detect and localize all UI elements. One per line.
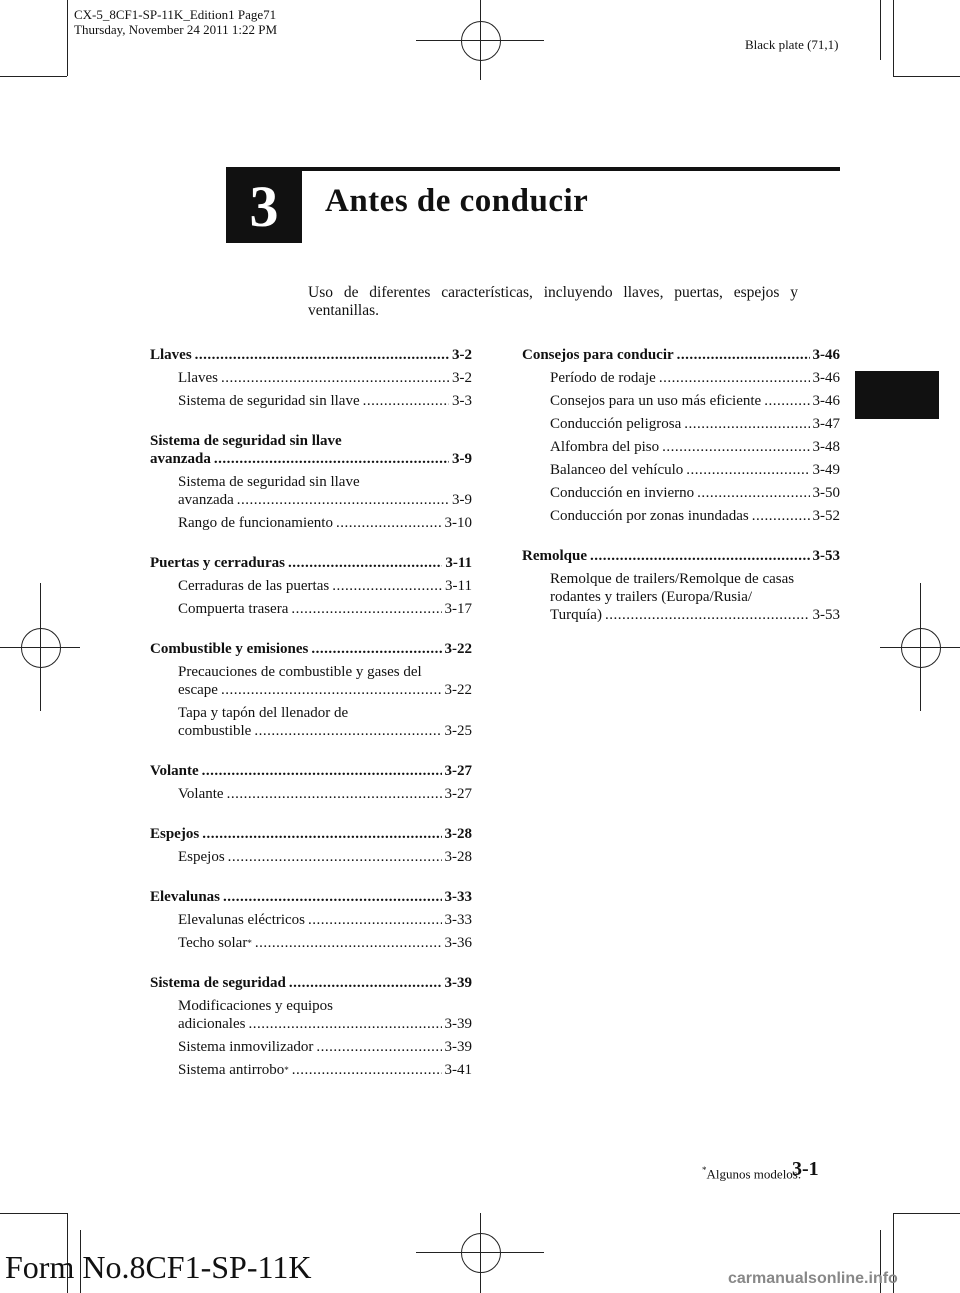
toc-entry[interactable]	[150, 577, 472, 595]
chapter-rule	[226, 167, 840, 171]
page-ref: 3-46	[812, 393, 840, 409]
entry-title: Balanceo del vehículo	[550, 462, 684, 478]
page-ref: 3-46	[812, 370, 840, 386]
toc-section	[150, 762, 472, 803]
toc-entry[interactable]	[150, 514, 472, 532]
page-ref: 3-2	[452, 370, 472, 386]
entry-title: Conducción en invierno	[550, 485, 695, 501]
section-title: Combustible y emisiones	[150, 641, 309, 657]
dot-leader	[332, 577, 442, 595]
page-ref: 3-28	[444, 849, 472, 865]
toc-section-heading[interactable]	[150, 974, 472, 992]
dot-leader	[697, 484, 809, 502]
toc-entry[interactable]	[522, 461, 840, 479]
toc-entry[interactable]	[150, 491, 472, 509]
dot-leader	[228, 848, 442, 866]
section-title: Remolque	[522, 548, 587, 564]
dot-leader	[288, 554, 442, 572]
plate-label: Black plate (71,1)	[745, 37, 839, 52]
toc-entry[interactable]	[522, 507, 840, 525]
page-ref: 3-27	[444, 786, 472, 802]
entry-title: avanzada	[178, 492, 234, 508]
dot-leader	[684, 415, 809, 433]
page-ref: 3-11	[445, 555, 472, 571]
chapter-title: Antes de conducir	[325, 183, 589, 219]
page-ref: 3-2	[452, 347, 472, 363]
entry-title: Sistema antirrobo	[178, 1062, 285, 1078]
entry-title: Sistema de seguridad sin llave	[178, 393, 360, 409]
toc-item-line: Modificaciones y equipos	[178, 998, 333, 1014]
page-ref: 3-53	[812, 548, 840, 564]
toc-entry[interactable]	[522, 369, 840, 387]
dot-leader	[662, 438, 809, 456]
dot-leader	[255, 934, 442, 952]
entry-title: Techo solar	[178, 935, 248, 951]
entry-title: Alfombra del piso	[550, 439, 660, 455]
page-ref: 3-50	[812, 485, 840, 501]
entry-title: Elevalunas eléctricos	[178, 912, 306, 928]
entry-title: Espejos	[178, 849, 225, 865]
dot-leader	[363, 392, 449, 410]
toc-section-heading[interactable]	[150, 825, 472, 843]
toc-section	[522, 346, 840, 525]
toc-right-column	[522, 346, 840, 646]
entry-title: Rango de funcionamiento	[178, 515, 333, 531]
toc-entry[interactable]	[150, 681, 472, 699]
dot-leader	[214, 450, 449, 468]
dot-leader	[752, 507, 810, 525]
page-ref: 3-17	[444, 601, 472, 617]
date-line: Thursday, November 24 2011 1:22 PM	[74, 22, 278, 37]
page-ref: 3-52	[812, 508, 840, 524]
entry-title: Sistema inmovilizador	[178, 1039, 314, 1055]
page-ref: 3-22	[444, 682, 472, 698]
section-title: Consejos para conducir	[522, 347, 674, 363]
page-ref: 3-47	[812, 416, 840, 432]
page-ref: 3-39	[444, 975, 472, 991]
dot-leader	[316, 1038, 441, 1056]
page-ref: 3-33	[444, 889, 472, 905]
dot-leader	[289, 974, 442, 992]
page-ref: 3-39	[444, 1016, 472, 1032]
toc-entry[interactable]	[150, 369, 472, 387]
dot-leader	[291, 600, 441, 618]
page-ref: 3-25	[444, 723, 472, 739]
toc-entry[interactable]	[150, 600, 472, 618]
watermark: carmanualsonline.info	[728, 1270, 898, 1287]
toc-entry[interactable]	[522, 484, 840, 502]
dot-leader	[677, 346, 810, 364]
toc-heading-line: Sistema de seguridad sin llave	[150, 433, 342, 449]
dot-leader	[195, 346, 449, 364]
entry-title: Conducción peligrosa	[550, 416, 682, 432]
page-ref: 3-22	[444, 641, 472, 657]
dot-leader	[336, 514, 442, 532]
section-title: Elevalunas	[150, 889, 221, 905]
file-line: CX-5_8CF1-SP-11K_Edition1 Page71	[74, 7, 277, 22]
toc-entry[interactable]	[522, 392, 840, 410]
toc-section	[522, 547, 840, 624]
section-title: Sistema de seguridad	[150, 975, 286, 991]
toc-entry[interactable]	[150, 722, 472, 740]
page-ref: 3-27	[444, 763, 472, 779]
page-ref: 3-3	[452, 393, 472, 409]
entry-title: Consejos para un uso más eficiente	[550, 393, 762, 409]
toc-entry[interactable]	[522, 415, 840, 433]
toc-section-heading[interactable]	[522, 547, 840, 565]
entry-title: Volante	[178, 786, 224, 802]
toc-item-line: Tapa y tapón del llenador de	[178, 705, 349, 721]
page-ref: 3-46	[812, 347, 840, 363]
dot-leader	[292, 1061, 442, 1079]
toc-entry[interactable]	[522, 438, 840, 456]
dot-leader	[221, 681, 442, 699]
section-title: Puertas y cerraduras	[150, 555, 285, 571]
toc-entry[interactable]	[150, 785, 472, 803]
dot-leader	[590, 547, 810, 565]
entry-title: Turquía)	[550, 607, 602, 623]
entry-title: Llaves	[178, 370, 218, 386]
toc-section	[150, 888, 472, 952]
toc-section-heading[interactable]	[150, 554, 472, 572]
toc-section	[150, 640, 472, 740]
asterisk-icon: *	[284, 1065, 289, 1075]
toc-section	[150, 432, 472, 532]
section-title: avanzada	[150, 451, 211, 467]
dot-leader	[237, 491, 449, 509]
toc-item-line: Precauciones de combustible y gases del	[178, 664, 422, 680]
toc-section-heading[interactable]	[150, 888, 472, 906]
chapter-number: 3	[226, 167, 302, 243]
page-ref: 3-49	[812, 462, 840, 478]
entry-title: escape	[178, 682, 218, 698]
entry-title: Conducción por zonas inundadas	[550, 508, 749, 524]
toc-section-heading[interactable]	[150, 450, 472, 468]
dot-leader	[311, 640, 441, 658]
print-slug	[74, 7, 277, 37]
page-ref: 3-28	[444, 826, 472, 842]
toc-section-heading[interactable]	[522, 346, 840, 364]
dot-leader	[659, 369, 810, 387]
toc-item-line: Sistema de seguridad sin llave	[178, 474, 360, 490]
toc-item-line: Remolque de trailers/Remolque de casas	[550, 571, 795, 587]
entry-title: Cerraduras de las puertas	[178, 578, 330, 594]
page-ref: 3-36	[444, 935, 472, 951]
dot-leader	[248, 1015, 441, 1033]
footnote	[702, 1165, 801, 1182]
entry-title: combustible	[178, 723, 252, 739]
entry-title: Período de rodaje	[550, 370, 656, 386]
page-ref: 3-33	[444, 912, 472, 928]
page-ref: 3-11	[445, 578, 472, 594]
section-title: Volante	[150, 763, 199, 779]
dot-leader	[254, 722, 441, 740]
page-ref: 3-39	[444, 1039, 472, 1055]
chapter-thumb-tab	[855, 371, 939, 419]
chapter-intro: Uso de diferentes características, incluyendo llaves, puertas, espejos y ventanillas.	[308, 284, 798, 319]
toc-entry[interactable]	[150, 392, 472, 410]
page-ref: 3-10	[444, 515, 472, 531]
footnote-text: Algunos modelos.	[706, 1166, 802, 1182]
form-number: Form No.8CF1-SP-11K	[5, 1249, 312, 1285]
dot-leader	[308, 911, 441, 929]
toc-section	[150, 554, 472, 618]
entry-title: adicionales	[178, 1016, 246, 1032]
dot-leader	[764, 392, 809, 410]
toc-item-line: rodantes y trailers (Europa/Rusia/	[550, 589, 753, 605]
toc-section	[150, 346, 472, 410]
page-ref: 3-41	[444, 1062, 472, 1078]
toc-entry[interactable]	[150, 1038, 472, 1056]
section-title: Espejos	[150, 826, 200, 842]
dot-leader	[223, 888, 441, 906]
dot-leader	[605, 606, 810, 624]
dot-leader	[202, 825, 441, 843]
asterisk-icon: *	[247, 938, 252, 948]
dot-leader	[686, 461, 809, 479]
toc-section-heading[interactable]	[150, 762, 472, 780]
entry-title: Compuerta trasera	[178, 601, 289, 617]
toc-entry[interactable]	[150, 1061, 472, 1079]
toc-entry[interactable]	[150, 934, 472, 952]
page-ref: 3-53	[812, 607, 840, 623]
toc-entry[interactable]	[150, 911, 472, 929]
dot-leader	[227, 785, 442, 803]
toc-entry[interactable]	[150, 1015, 472, 1033]
page-ref: 3-48	[812, 439, 840, 455]
toc-left-column	[150, 346, 472, 1101]
toc-entry[interactable]	[522, 606, 840, 624]
dot-leader	[202, 762, 442, 780]
section-title: Llaves	[150, 347, 192, 363]
toc-entry[interactable]	[150, 848, 472, 866]
page-ref: 3-9	[452, 492, 472, 508]
page-number: 3-1	[792, 1158, 819, 1180]
toc-section-heading[interactable]	[150, 346, 472, 364]
toc-section	[150, 825, 472, 866]
page-ref: 3-9	[452, 451, 472, 467]
toc-section-heading[interactable]	[150, 640, 472, 658]
asterisk-icon: *	[702, 1165, 707, 1175]
dot-leader	[221, 369, 449, 387]
toc-section	[150, 974, 472, 1079]
